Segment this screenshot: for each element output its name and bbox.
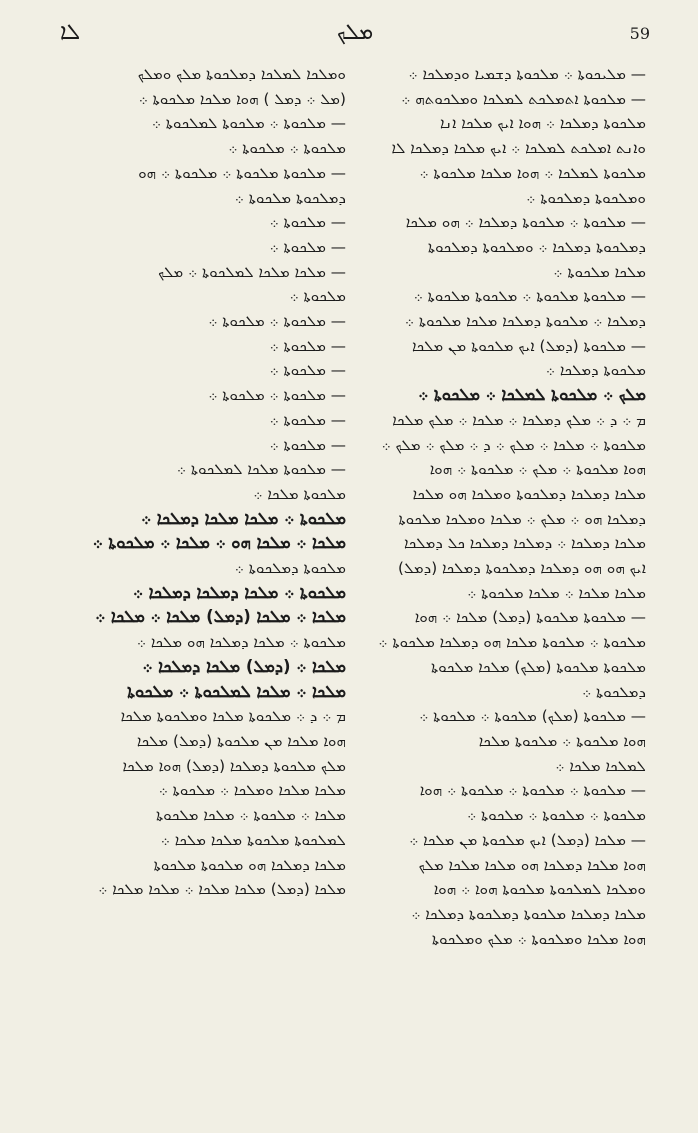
text-line: — ܡܠܟܐ ܡܠܟܐ ܠܡܠܟܘܬܐ ܀ ܡܠܟ [158,262,346,281]
page-header [60,20,650,60]
text-line: ܡܠܟܐ ܕܡܠܟܐ ܕܡܠܟܘܬܐ ܘܡܠܟܐ ܗܘ ܡܠܟܐ [412,484,646,503]
text-line: ܕܡܠܟܘܬܐ ܀ [582,682,646,701]
text-line: — ܡܠܟܘܬܐ ܀ ܡܠܟܘܬܐ ܀ [208,386,346,405]
text-line: ܘܡܠܟܐ ܠܡܠܟܘܬܐ ܡܠܟܘܬܐ ܗܘܐ ܀ ܗܘܐ [433,880,646,899]
text-line: — ܡܠܟܘܬܐ ܀ ܡܠܟܘܬܐ ܠܡܠܟܘܬܐ ܀ [151,114,346,133]
text-line: ܘܡܠܟܘܬܐ ܕܡܠܟܘܬܐ ܀ [526,188,646,207]
text-line: ܡܠܟܐ ܀ ܡܠܟܘܬܐ ܀ ܡܠܟܐ ܡܠܟܘܬܐ [156,806,346,825]
text-line: ܗܘܐ ܡܠܟܐ ܘܡܠܟܘܬܐ ܀ ܡܠܟ ܘܡܠܟܘܬܐ [431,929,646,948]
entry-headword-line: ܡܠܟܘܬܐ ܀ ܡܠܟܐ ܡܠܟܐ ܕܡܠܟܐ ܀ [141,508,346,528]
text-line: ܕܡܠܟܘܬܐ ܡܠܟܘܬܐ ܀ [234,188,346,207]
text-line: ܡܠܟܘܬܐ ܕܡܠܟܐ ܀ [545,361,646,380]
text-line: ܡܠܟܐ ܕܡܠܟܐ ܀ ܕܡܠܟܐ ܕܡܠܟܐ ܟܠ ܕܡܠܟܐ [404,534,646,553]
text-line: ܡܠܟܐ ܕܡܠܟܐ ܗܘ ܡܠܟܘܬܐ ܡܠܟܘܬܐ [153,855,346,874]
text-line: — ܡܠܟܘܬܐ ܡܠܟܘܬܐ (ܕܡܠ) ܡܠܟܐ ܀ ܗܘܐ [414,608,646,627]
text-line: ܡܠܟܐ ܕܡܠܟܐ ܡܠܟܘܬܐ ܕܡܠܟܘܬܐ ܕܡܠܟܐ ܀ [411,904,646,923]
text-line: — ܡܠܟܘܬܐ ܡܠܟܘܬܐ ܀ ܡܠܟܘܬܐ ܀ ܗܘ [138,163,346,182]
text-line: ܕܡܠܟܘܬܐ ܕܡܠܟܐ ܀ ܘܡܠܟܘܬܐ ܕܡܠܟܘܬܐ [427,237,646,256]
text-line: ܡ ܀ ܕ ܀ ܡܠܟ ܕܡܠܟܐ ܀ ܡܠܟܐ ܀ ܡܠܟ ܡܠܟܐ [392,410,646,429]
text-line: ܡܠܟܐ ܡܠܟܐ ܘܡܠܟܐ ܀ ܡܠܟܘܬܐ ܀ [158,781,346,800]
entry-headword-line: ܡܠܟܐ ܀ ܡܠܟܐ ܗܘ ܀ ܡܠܟܐ ܀ ܡܠܟܘܬܐ ܀ [92,533,346,553]
text-line: — ܡܠܟܘܬܐ ܀ [269,435,346,454]
text-line: ܡܠܟܘܬܐ ܀ ܡܠܟܐ ܀ ܡܠܟ ܀ ܕ ܀ ܡܠܟ ܀ ܡܠܟ ܀ [381,435,646,454]
text-line: — ܡܠܟܘܬܐ ܀ [269,237,346,256]
text-line: — ܡܠܟܘܬܐ ܡܠܟܘܬܐ ܀ ܡܠܟܘܬܐ ܡܠܟܘܬܐ ܀ [413,287,646,306]
text-line: — ܡܠܟܐ (ܕܡܠ) ܐܝܟ ܡܠܟܘܬܐ ܡܢ ܡܠܟܐ ܀ [409,830,646,849]
right-column [358,62,646,997]
text-line: ܡܠܟܘܬܐ ܡܠܟܐ ܀ [253,484,346,503]
entry-headword-line: ܡܠܟܐ ܀ (ܕܡܠ) ܡܠܟܐ ܕܡܠܟܐ ܀ [142,656,346,676]
text-line: ܘܡܠܟܐ ܠܡܠܟܐ ܕܡܠܟܘܬܐ ܡܠܟ ܘܡܠܟ [137,65,346,83]
text-line: ܕܡܠܟܐ ܗܘ ܀ ܡܠܟ ܀ ܡܠܟܐ ܘܡܠܟܐ ܡܠܟܘܬܐ [398,509,646,528]
text-line: ܡܠܟܘܬܐ ܕܡܠܟܐ ܀ ܗܘܐ ܐܝܟ ܡܠܟܐ ܐܢܐ [440,114,646,133]
text-line: — ܡܠܟܘܬܐ ܀ ܡܠܟܘܬܐ ܀ ܡܠܟܘܬܐ ܀ ܗܘܐ [419,781,646,800]
text-line: ܘܐܢܬ ܐܡܠܟܬ ܠܡܠܟܐ ܀ ܐܝܟ ܡܠܟܐ ܕܡܠܟܐ ܠܐ [391,139,646,158]
entry-headword-line: ܡܠܟܐ ܀ ܡܠܟܐ ܠܡܠܟܘܬܐ ܀ ܡܠܟܘܬܐ [127,681,346,701]
text-line: ܡܠܟ ܡܠܟܘܬܐ ܕܡܠܟܐ (ܕܡܠ) ܗܘܐ ܡܠܟܐ [122,756,346,775]
text-line: ܡܠܟܘܬܐ ܡܠܟܘܬܐ (ܡܠܟ) ܡܠܟܐ ܡܠܟܘܬܐ [430,657,646,676]
text-line: (ܡܠ ܀ ܕܡܠ ) ܗܘܐ ܡܠܟܐ ܡܠܟܘܬܐ ܀ [138,89,346,108]
entry-headword-line: ܡܠܟܐ ܀ ܡܠܟܐ (ܕܡܠ) ܡܠܟܐ ܀ ܡܠܟܐ ܀ [95,607,346,627]
text-line: — ܡܠܝܟܘܬܐ ܀ ܡܠܟܘܬܐ ܕܫܡܝܐ ܘܕܡܠܟܐ ܀ [408,65,646,83]
text-line: ܡܠܟܘܬܐ ܀ ܡܠܟܘܬܐ ܀ [228,139,346,158]
text-line: ܡ ܀ ܕ ܀ ܡܠܟܘܬܐ ܡܠܟܐ ܘܡܠܟܘܬܐ ܡܠܟܐ [120,707,346,726]
text-line: ܐܝܟ ܗܘ ܗܘ ܕܡܠܟܐ ܕܡܠܟܘܬܐ ܕܡܠܟܐ (ܕܡܠ) [397,559,646,578]
running-head-letter: ܠܐ [60,20,81,45]
text-line: — ܡܠܟܘܬܐ ܀ ܡܠܟܘܬܐ ܀ [208,312,346,331]
text-line: ܡܠܟܘܬܐ ܕܡܠܟܘܬܐ ܀ [234,559,346,578]
text-line: — ܡܠܟܘܬܐ ܀ ܡܠܟܘܬܐ ܕܡܠܟܐ ܀ ܗܘ ܡܠܟܐ [405,213,646,232]
text-line: — ܡܠܟܘܬܐ ܀ [269,361,346,380]
text-line: ܡܠܟܐ (ܕܡܠ) ܡܠܟܐ ܡܠܟܐ ܀ ܡܠܟܐ ܡܠܟܐ ܀ [98,880,346,899]
text-line: — ܡܠܟܘܬܐ ܀ [269,410,346,429]
left-column [58,62,346,997]
text-line: ܡܠܟܘܬܐ ܀ ܡܠܟܐ ܕܡܠܟܐ ܗܘ ܡܠܟܐ ܀ [136,633,346,652]
text-line: ܡܠܟܐ ܡܠܟܐ ܀ ܡܠܟܐ ܡܠܟܘܬܐ ܀ [467,583,646,602]
page-bottom-margin [0,1000,698,1133]
text-line: ܗܘܐ ܡܠܟܘܬܐ ܀ ܡܠܟ ܀ ܡܠܟܘܬܐ ܀ ܗܘܐ [429,460,646,479]
text-line: ܗܘܐ ܡܠܟܘܬܐ ܀ ܡܠܟܘܬܐ ܡܠܟܐ [478,731,646,750]
text-line: ܠܡܠܟܘܬܐ ܡܠܟܘܬܐ ܡܠܟܐ ܡܠܟܐ ܀ [160,830,346,849]
text-line: — ܡܠܟܘܬܐ (ܡܠܟ) ܡܠܟܘܬܐ ܀ ܡܠܟܘܬܐ ܀ [419,707,646,726]
text-line: ܠܡܠܟܐ ܡܠܟܐ ܀ [555,756,646,775]
text-line: ܗܘܐ ܡܠܟܐ ܕܡܠܟܐ ܗܘ ܡܠܟܐ ܡܠܟܐ ܡܠܟ [418,855,646,874]
page-number: 59 [629,24,650,43]
text-line: — ܡܠܟܘܬܐ ܀ [269,213,346,232]
text-line: — ܡܠܟܘܬܐ ܀ [269,336,346,355]
text-line: ܡܠܟܘܬܐ ܠܡܠܟܐ ܀ ܗܘܐ ܡܠܟܐ ܡܠܟܘܬܐ ܀ [419,163,646,182]
text-line: ܡܠܟܘܬܐ ܀ [289,287,346,306]
text-line: ܗܘܐ ܡܠܟܐ ܡܢ ܡܠܟܘܬܐ (ܕܡܠ) ܡܠܟܐ [136,731,346,750]
text-line: ܡܠܟܐ ܡܠܟܘܬܐ ܀ [553,262,646,281]
entry-headword-line: ܡܠܟܘܬܐ ܀ ܡܠܟܐ ܕܡܠܟܐ ܕܡܠܟܐ ܀ [132,582,346,602]
text-line: ܡܠܟܘܬܐ ܀ ܡܠܟܘܬܐ ܀ ܡܠܟܘܬܐ ܀ [467,806,646,825]
text-line: — ܡܠܟܘܬܐ (ܕܡܠ) ܐܝܟ ܡܠܟܘܬܐ ܡܢ ܡܠܟܐ [411,336,646,355]
text-line: ܡܠܟܘܬܐ ܀ ܡܠܟܘܬܐ ܡܠܟܐ ܗܘ ܕܡܠܟܐ ܡܠܟܘܬܐ ܀ [378,633,646,652]
running-head-word: ܡܠܟ [336,20,374,45]
entry-headword-line: ܡܠܟ ܀ ܡܠܟܘܬܐ ܠܡܠܟܐ ܀ ܡܠܟܘܬܐ ܀ [418,385,646,405]
text-line: — ܡܠܟܘܬܐ ܡܠܟܐ ܠܡܠܟܘܬܐ ܀ [176,460,346,479]
text-line: ܕܡܠܟܐ ܀ ܡܠܟܘܬܐ ܕܡܠܟܐ ܡܠܟܐ ܡܠܟܘܬܐ ܀ [404,312,646,331]
text-line: — ܡܠܟܘܬܐ ܐܬܡܠܟܬ ܠܡܠܟܐ ܘܡܠܟܘܬܗ ܀ [401,89,646,108]
